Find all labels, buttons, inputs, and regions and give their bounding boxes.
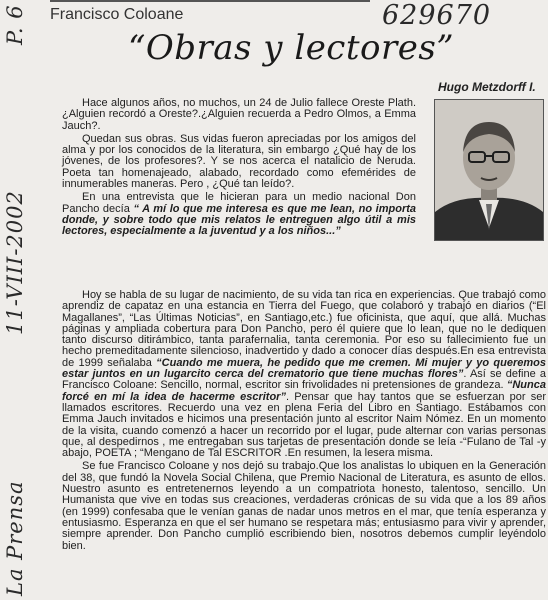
- handwritten-newspaper-name: La Prensa: [3, 480, 27, 596]
- handwritten-catalog-number: 629670: [382, 0, 492, 31]
- paragraph: Quedan sus obras. Sus vidas fueron apreciadas por los amigos del alma y por los conocidos de la literatura, sin embargo ¿Qué hay de los jóvenes, de los profesores?. Y se nos acerca el natalicio de Neruda. Poeta tan homenajeado, alabado, recordado como efemérides de innumerables maneras. Pero , ¿Qué tan leído?.: [62, 132, 416, 191]
- handwritten-page-number: P. 6: [3, 4, 27, 45]
- paragraph-text: Hoy se habla de su lugar de nacimiento, de su vida tan rica en experiencias. Que trabajó como aprendiz de capataz en una estancia en Tierra del Fuego, que colaboró y trabajó en diarios (“El Magallanes”, “Las Últimas Noticias”, en Santiago,etc.) fue oficinista, que aquí, que allá. Muchas páginas y ampliada cobertura para Don Pancho, pero él quiere que lo lean, que no le dediquen tanto discurso ditirámbico, tanta parafernalia, tanta ceremonia. Por eso su fallecimiento fue un hecho premeditadamente silencioso, inadvertido y dado a conocer días después.En esa entrevista de 1999 señalaba: [62, 289, 546, 369]
- pull-quote: “Cuando me muera, he pedido que me cremen. Mi mujer y yo queremos estar juntos en un lugarcito cerca del crematorio que tiene muchas flores”: [62, 356, 546, 381]
- paragraph-text: En una entrevista que le hicieran para un medio nacional Don Pancho decía: [62, 191, 416, 215]
- top-rule: [50, 0, 370, 2]
- pull-quote: “Nunca forcé en mí la idea de hacerme escritor”: [62, 379, 546, 403]
- article-column-lower: [62, 290, 546, 552]
- handwritten-date: 11-VIII-2002: [3, 190, 27, 335]
- paragraph-text: . Así se define a Francisco Coloane: Sencillo, normal, escritor sin frivolidades ni pretensiones de grandeza.: [62, 368, 547, 392]
- handwritten-margin-note: [0, 4, 32, 596]
- article-headline: “Obras y lectores”: [128, 28, 455, 68]
- paragraph: Hace algunos años, no muchos, un 24 de Julio fallece Oreste Plath.¿Alguien recordó a Oreste?.¿Alguien recuerda a Pedro Olmos, a Emma Jauch?.: [62, 97, 416, 132]
- author-portrait: [434, 99, 544, 241]
- portrait-illustration: [435, 100, 543, 240]
- paragraph: Se fue Francisco Coloane y nos dejó su trabajo.Que los analistas lo ubiquen en la Generación del 38, que fundó la Novela Social Chilena, que Premio Nacional de Literatura, es asunto de ellos. Nuestro asunto es entretenernos leyendo a un compatriota honesto, talentoso, sencillo. Un Humanista que vive en todas sus creaciones, verdaderas crónicas de su vida que a los 89 años (en 1999) confesaba que le venían ganas de nadar unos metros en el mar, que tenía esperanza y entusiasmo. Esperanza en que el ser humano se respetara más; entusiasmo para vivir y aprender, siempre aprender. Don Pancho cumplió escribiendo bien, nosotros debemos cumplir leyéndolo bien.: [62, 460, 546, 552]
- pull-quote: “ A mí lo que me interesa es que me lean, no importa donde, y sobre todo que mis relatos le entreguen algo útil a mis lectores, especialmente a la juventud y a los niños...”: [62, 202, 417, 238]
- article: [50, 0, 548, 600]
- article-byline: Hugo Metzdorff I.: [438, 80, 536, 94]
- paragraph: [62, 290, 546, 459]
- paragraph-text: . Pensar que hay tantos que se esfuerzan por ser llamados escritores. Recuerdo una vez en plena Feria del Libro en Santiago. Estábamos con Emma Jauch invitados e hicimos una presentación junto al escritor Naim Nómez. En un momento de la visita, cuando comenzó a hacer un recorrido por el lugar, pude alternar con varias personas que, al despedirnos , me entregaban sus tarjetas de presentación donde se leía -“Fulano de Tal -y abajo, POETA ; “Mengano de Tal ESCRITOR .En resumen, la lesera misma.: [62, 390, 546, 460]
- paragraph: [62, 192, 416, 237]
- subject-name: Francisco Coloane: [50, 6, 184, 23]
- article-column-upper: [62, 98, 416, 238]
